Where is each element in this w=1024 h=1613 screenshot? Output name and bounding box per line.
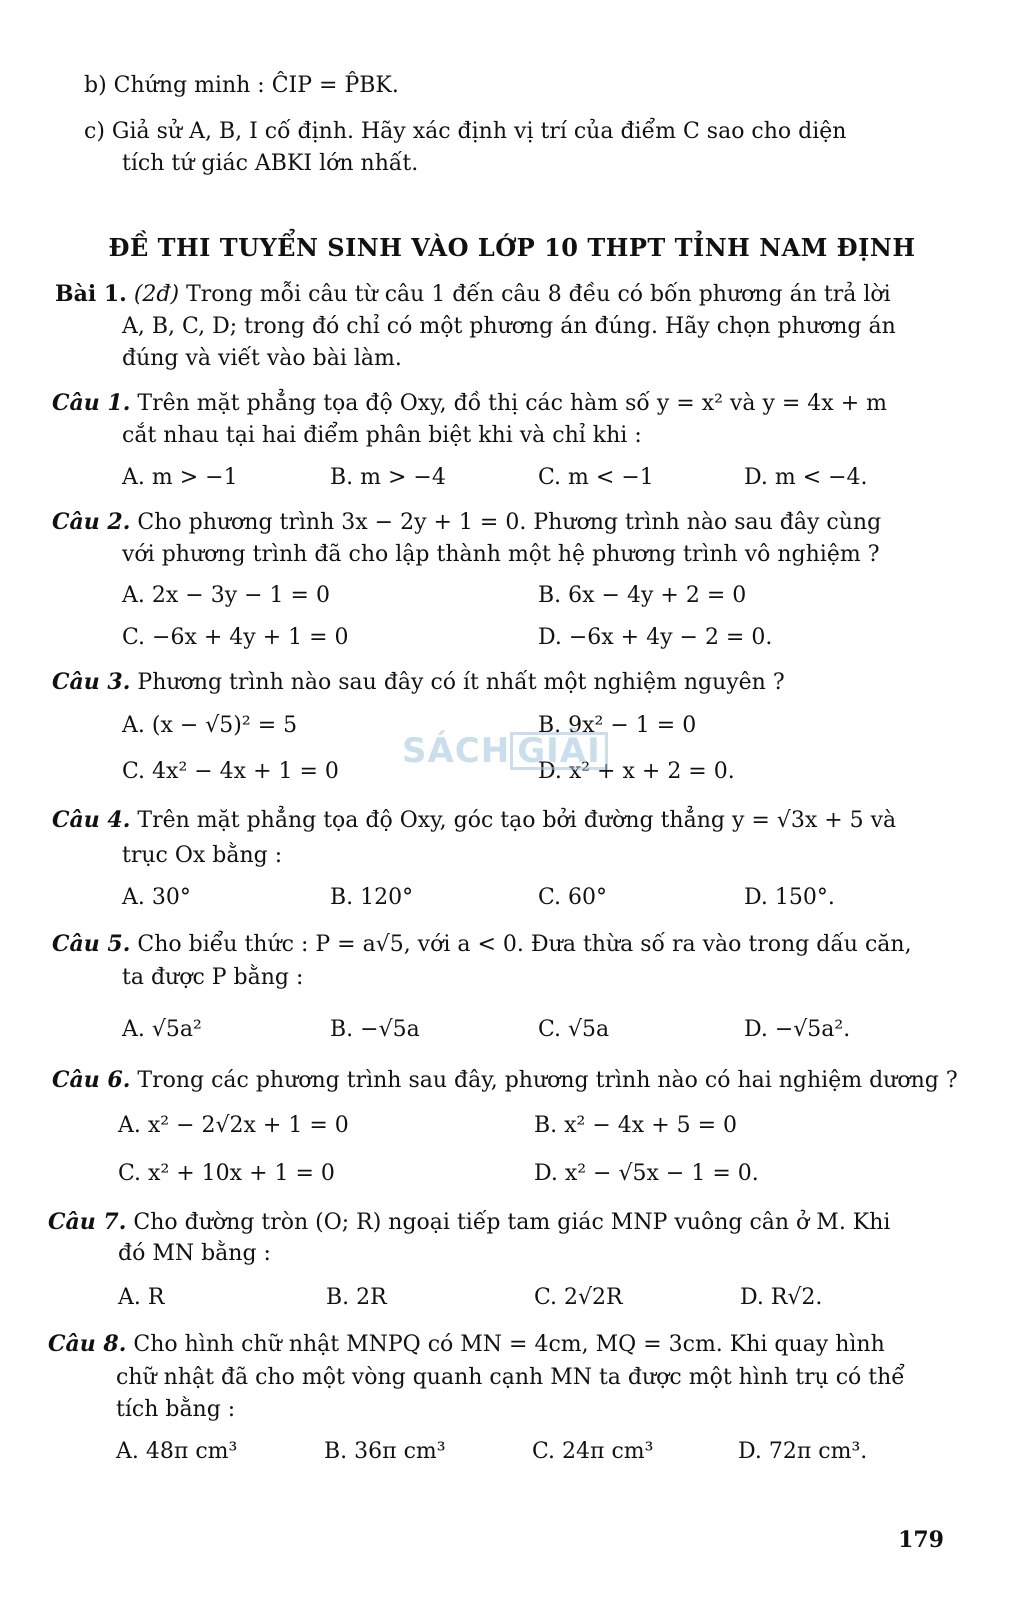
question-text: Trên mặt phẳng tọa độ Oxy, góc tạo bởi đường thẳng y = √3x + 5 và [137,808,897,833]
question-7-option-c: C. 2√2R [534,1285,623,1310]
question-4-line2: trục Ox bằng : [122,843,283,868]
question-4-option-b: B. 120° [330,885,414,910]
exam-title: ĐỀ THI TUYỂN SINH VÀO LỚP 10 THPT TỈNH NAM ĐỊNH [108,233,916,262]
question-3-option-a: A. (x − √5)² = 5 [122,713,298,738]
question-2-line1 [52,506,881,539]
question-4-line1 [52,804,896,837]
question-2-option-a: A. 2x − 3y − 1 = 0 [122,583,330,608]
question-5-line2: ta được P bằng : [122,965,304,990]
question-4-option-a: A. 30° [122,885,191,910]
question-label: Câu 7. [48,1209,127,1235]
bai1-line2: A, B, C, D; trong đó chỉ có một phương án đúng. Hãy chọn phương án [122,314,896,339]
question-8-option-c: C. 24π cm³ [532,1439,654,1464]
question-6-option-c: C. x² + 10x + 1 = 0 [118,1161,335,1186]
question-5-option-b: B. −√5a [330,1017,420,1042]
question-label: Câu 8. [48,1331,127,1357]
question-label: Câu 1. [52,390,131,416]
question-6-option-b: B. x² − 4x + 5 = 0 [534,1113,738,1138]
question-6-option-d: D. x² − √5x − 1 = 0. [534,1161,759,1186]
question-2-option-d: D. −6x + 4y − 2 = 0. [538,625,773,650]
watermark-text: SÁCH [402,731,511,771]
question-7-line1 [48,1206,890,1239]
question-label: Câu 6. [52,1067,131,1093]
question-7-option-d: D. R√2. [740,1285,823,1310]
watermark-logo [402,732,608,770]
prev-item-b: b) Chứng minh : ĈIP = P̂BK. [84,73,399,98]
question-1-line1 [52,387,887,420]
question-5-line1 [52,928,912,961]
question-text: Phương trình nào sau đây có ít nhất một nghiệm nguyên ? [137,670,785,695]
question-6-option-a: A. x² − 2√2x + 1 = 0 [118,1113,349,1138]
question-5-option-d: D. −√5a². [744,1017,851,1042]
question-text: Cho đường tròn (O; R) ngoại tiếp tam giác MNP vuông cân ở M. Khi [133,1210,891,1235]
question-3-option-b: B. 9x² − 1 = 0 [538,713,697,738]
bai1-text1: Trong mỗi câu từ câu 1 đến câu 8 đều có bốn phương án trả lời [179,282,891,307]
bai1-label: Bài 1. [55,281,127,307]
question-5-option-c: C. √5a [538,1017,610,1042]
question-2-line2: với phương trình đã cho lập thành một hệ phương trình vô nghiệm ? [122,542,880,567]
question-8-option-b: B. 36π cm³ [324,1439,446,1464]
question-3-line1 [52,666,785,699]
question-label: Câu 3. [52,669,131,695]
prev-item-c-line1: c) Giả sử A, B, I cố định. Hãy xác định vị trí của điểm C sao cho diện [84,119,847,144]
question-8-line3: tích bằng : [116,1397,236,1422]
bai1-line3: đúng và viết vào bài làm. [122,346,402,371]
question-3-option-c: C. 4x² − 4x + 1 = 0 [122,759,339,784]
bai1-line1 [55,278,891,311]
question-7-line2: đó MN bằng : [118,1241,271,1266]
question-4-option-c: C. 60° [538,885,608,910]
question-8-line2: chữ nhật đã cho một vòng quanh cạnh MN ta được một hình trụ có thể [116,1365,905,1390]
question-6-line1 [52,1064,958,1097]
question-8-option-a: A. 48π cm³ [116,1439,238,1464]
question-label: Câu 2. [52,509,131,535]
question-text: Trong các phương trình sau đây, phương trình nào có hai nghiệm dương ? [137,1068,958,1093]
bai1-points: (2đ) [133,282,180,307]
watermark-box-text: GIẢI [510,732,608,770]
question-2-option-b: B. 6x − 4y + 2 = 0 [538,583,747,608]
question-1-option-b: B. m > −4 [330,465,446,490]
question-2-option-c: C. −6x + 4y + 1 = 0 [122,625,349,650]
question-7-option-b: B. 2R [326,1285,387,1310]
page-number: 179 [898,1527,944,1553]
question-label: Câu 4. [52,807,131,833]
question-3-option-d: D. x² + x + 2 = 0. [538,759,735,784]
question-text: Cho phương trình 3x − 2y + 1 = 0. Phương trình nào sau đây cùng [137,510,882,535]
question-1-option-a: A. m > −1 [122,465,238,490]
question-1-option-c: C. m < −1 [538,465,654,490]
question-7-option-a: A. R [118,1285,165,1310]
question-text: Trên mặt phẳng tọa độ Oxy, đồ thị các hàm số y = x² và y = 4x + m [137,391,887,416]
question-label: Câu 5. [52,931,131,957]
question-1-line2: cắt nhau tại hai điểm phân biệt khi và chỉ khi : [122,423,642,448]
prev-item-c-line2: tích tứ giác ABKI lớn nhất. [122,151,419,176]
question-8-line1 [48,1328,885,1361]
question-5-option-a: A. √5a² [122,1017,202,1042]
question-8-option-d: D. 72π cm³. [738,1439,868,1464]
question-4-option-d: D. 150°. [744,885,835,910]
question-1-option-d: D. m < −4. [744,465,868,490]
question-text: Cho hình chữ nhật MNPQ có MN = 4cm, MQ = 3cm. Khi quay hình [133,1332,885,1357]
question-text: Cho biểu thức : P = a√5, với a < 0. Đưa thừa số ra vào trong dấu căn, [137,932,912,957]
